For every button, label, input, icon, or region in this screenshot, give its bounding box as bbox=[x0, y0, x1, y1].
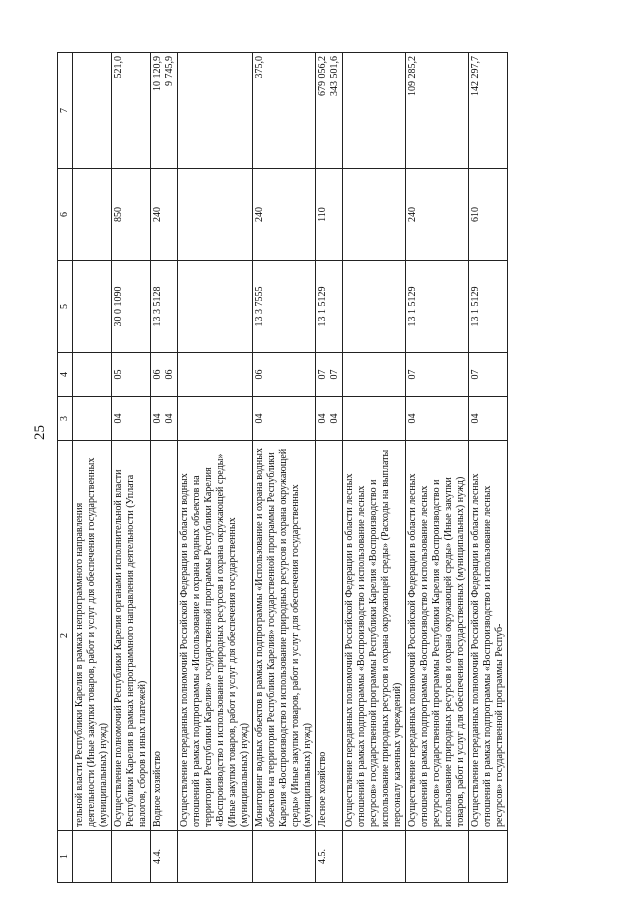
column-header-row bbox=[58, 53, 73, 883]
target-article-code-cell bbox=[469, 261, 508, 353]
table-row bbox=[469, 53, 508, 883]
amount: 375,0 bbox=[254, 56, 265, 79]
amount-cell bbox=[343, 53, 406, 169]
expense-type-code-cell bbox=[112, 169, 151, 261]
amount-cell bbox=[151, 53, 178, 169]
amount-cell bbox=[469, 53, 508, 169]
target-article-code-cell bbox=[73, 261, 112, 353]
section-code: 04 bbox=[329, 413, 340, 424]
row-number: 4.5. bbox=[316, 831, 343, 883]
row-description: Осуществление переданных полномочий Российской Федерации в области водных отношений в рамках подпрограммы «Использование и охрана водных объектов на территории Республики Карелия» государственной программы Республики Карелия «Воспроизводство и использование природных ресурсов и охрана окружающей среды» (Иные закупки товаров, работ и услуг для обеспечения государственных (муниципальных) нужд) bbox=[178, 441, 253, 831]
row-number bbox=[469, 831, 508, 883]
target-article-code-cell bbox=[343, 261, 406, 353]
column-header: 4 bbox=[58, 353, 73, 397]
subsection-code: 07 bbox=[317, 369, 328, 380]
subsection-code: 07 bbox=[470, 369, 481, 380]
row-number bbox=[253, 831, 316, 883]
expense-type-code-cell bbox=[343, 169, 406, 261]
section-code: 04 bbox=[317, 413, 328, 424]
amount-cell bbox=[112, 53, 151, 169]
expense-type-code: 240 bbox=[254, 207, 265, 222]
expense-type-code-cell bbox=[73, 169, 112, 261]
table-body bbox=[73, 53, 508, 883]
expense-type-code: 240 bbox=[152, 207, 163, 222]
target-article-code: 13 1 5129 bbox=[317, 286, 328, 327]
row-description: Лесное хозяйство bbox=[316, 441, 343, 831]
subsection-code-cell bbox=[112, 353, 151, 397]
amount-cell bbox=[253, 53, 316, 169]
table-row bbox=[406, 53, 469, 883]
expense-type-code-cell bbox=[316, 169, 343, 261]
table-row bbox=[151, 53, 178, 883]
target-article-code-cell bbox=[178, 261, 253, 353]
expense-type-code-cell bbox=[253, 169, 316, 261]
subsection-code: 06 bbox=[164, 369, 175, 380]
subsection-code-cell bbox=[178, 353, 253, 397]
column-header: 5 bbox=[58, 261, 73, 353]
target-article-code: 13 3 7555 bbox=[254, 286, 265, 327]
row-description: Мониторинг водных объектов в рамках подпрограммы «Использование и охрана водных объектов на территории Республики Карелия» государственной программы Республики Карелия «Воспроизводство и использование природных ресурсов и охрана окружающей среды» (Иные закупки товаров, работ и услуг для обеспечения государственных (муниципальных) нужд) bbox=[253, 441, 316, 831]
expense-type-code-cell bbox=[151, 169, 178, 261]
amount: 109 285,2 bbox=[407, 56, 418, 96]
section-code: 04 bbox=[407, 413, 418, 424]
row-number bbox=[178, 831, 253, 883]
target-article-code: 13 1 5129 bbox=[407, 286, 418, 327]
table-row bbox=[343, 53, 406, 883]
subsection-code-cell bbox=[316, 353, 343, 397]
section-code-cell bbox=[178, 397, 253, 441]
row-description: Осуществление переданных полномочий Российской Федерации в области лесных отношений в рамках подпрограммы «Воспроизводство и использование лесных ресурсов» государственной программы Респуб- bbox=[469, 441, 508, 831]
subsection-code-cell bbox=[151, 353, 178, 397]
section-code: 04 bbox=[254, 413, 265, 424]
subsection-code-cell bbox=[253, 353, 316, 397]
subsection-code-cell bbox=[469, 353, 508, 397]
amount: 679 056,2 bbox=[317, 56, 328, 96]
amount-cell bbox=[406, 53, 469, 169]
amount: 10 120,9 bbox=[152, 56, 163, 91]
section-code-cell bbox=[406, 397, 469, 441]
target-article-code: 13 1 5129 bbox=[470, 286, 481, 327]
target-article-code-cell bbox=[151, 261, 178, 353]
section-code-cell bbox=[112, 397, 151, 441]
table-row bbox=[73, 53, 112, 883]
table-row bbox=[253, 53, 316, 883]
page-number: 25 bbox=[32, 425, 48, 440]
amount: 142 297,7 bbox=[470, 56, 481, 96]
section-code: 04 bbox=[470, 413, 481, 424]
amount-cell bbox=[178, 53, 253, 169]
table-row bbox=[112, 53, 151, 883]
budget-table bbox=[57, 52, 508, 883]
expense-type-code-cell bbox=[178, 169, 253, 261]
section-code-cell bbox=[469, 397, 508, 441]
expense-type-code-cell bbox=[406, 169, 469, 261]
rotated-table-wrapper bbox=[57, 53, 508, 883]
expense-type-code: 610 bbox=[470, 207, 481, 222]
subsection-code: 07 bbox=[329, 369, 340, 380]
row-number bbox=[112, 831, 151, 883]
subsection-code-cell bbox=[73, 353, 112, 397]
row-number bbox=[73, 831, 112, 883]
section-code-cell bbox=[73, 397, 112, 441]
amount-cell bbox=[316, 53, 343, 169]
column-header: 2 bbox=[58, 441, 73, 831]
amount: 9 745,9 bbox=[164, 56, 175, 86]
subsection-code: 06 bbox=[254, 369, 265, 380]
column-header: 6 bbox=[58, 169, 73, 261]
table-row bbox=[316, 53, 343, 883]
column-header: 1 bbox=[58, 831, 73, 883]
row-number bbox=[406, 831, 469, 883]
section-code: 04 bbox=[113, 413, 124, 424]
target-article-code-cell bbox=[406, 261, 469, 353]
subsection-code-cell bbox=[343, 353, 406, 397]
section-code: 04 bbox=[152, 413, 163, 424]
row-description: Осуществление переданных полномочий Российской Федерации в области лесных отношений в рамках подпрограммы «Воспроизводство и использование лесных ресурсов» государственной программы Республики Карелия «Воспроизводство и использование природных ресурсов и охрана окружающей среды» (Иные закупки товаров, работ и услуг для обеспечения государственных (муниципальных) нужд) bbox=[406, 441, 469, 831]
section-code-cell bbox=[253, 397, 316, 441]
amount: 343 501,6 bbox=[329, 56, 340, 96]
amount-cell bbox=[73, 53, 112, 169]
amount: 521,0 bbox=[113, 56, 124, 79]
target-article-code-cell bbox=[253, 261, 316, 353]
target-article-code: 30 0 1090 bbox=[113, 286, 124, 327]
row-description: Водное хозяйство bbox=[151, 441, 178, 831]
row-number bbox=[343, 831, 406, 883]
section-code-cell bbox=[343, 397, 406, 441]
expense-type-code: 850 bbox=[113, 207, 124, 222]
table-row bbox=[178, 53, 253, 883]
section-code-cell bbox=[316, 397, 343, 441]
section-code: 04 bbox=[164, 413, 175, 424]
subsection-code: 07 bbox=[407, 369, 418, 380]
subsection-code: 06 bbox=[152, 369, 163, 380]
target-article-code: 13 3 5128 bbox=[152, 286, 163, 327]
expense-type-code: 110 bbox=[317, 207, 328, 222]
subsection-code: 05 bbox=[113, 369, 124, 380]
target-article-code-cell bbox=[316, 261, 343, 353]
expense-type-code-cell bbox=[469, 169, 508, 261]
row-description: тельной власти Республики Карелия в рамках непрограммного направления деятельности (Иные закупки товаров, работ и услуг для обеспечения государственных (муниципальных) нужд) bbox=[73, 441, 112, 831]
row-description: Осуществление полномочий Республики Карелия органами исполнительной власти Республики Карелия в рамках непрограммного направления деятельности (Уплата налогов, сборов и иных платежей) bbox=[112, 441, 151, 831]
target-article-code-cell bbox=[112, 261, 151, 353]
column-header: 3 bbox=[58, 397, 73, 441]
row-number: 4.4. bbox=[151, 831, 178, 883]
section-code-cell bbox=[151, 397, 178, 441]
row-description: Осуществление переданных полномочий Российской Федерации в области лесных отношений в рамках подпрограммы «Воспроизводство и использование лесных ресурсов» государственной программы Республики Карелия «Воспроизводство и использование природных ресурсов и охрана окружающей среды» (Расходы на выплаты персоналу казенных учреждений) bbox=[343, 441, 406, 831]
subsection-code-cell bbox=[406, 353, 469, 397]
column-header: 7 bbox=[58, 53, 73, 169]
expense-type-code: 240 bbox=[407, 207, 418, 222]
